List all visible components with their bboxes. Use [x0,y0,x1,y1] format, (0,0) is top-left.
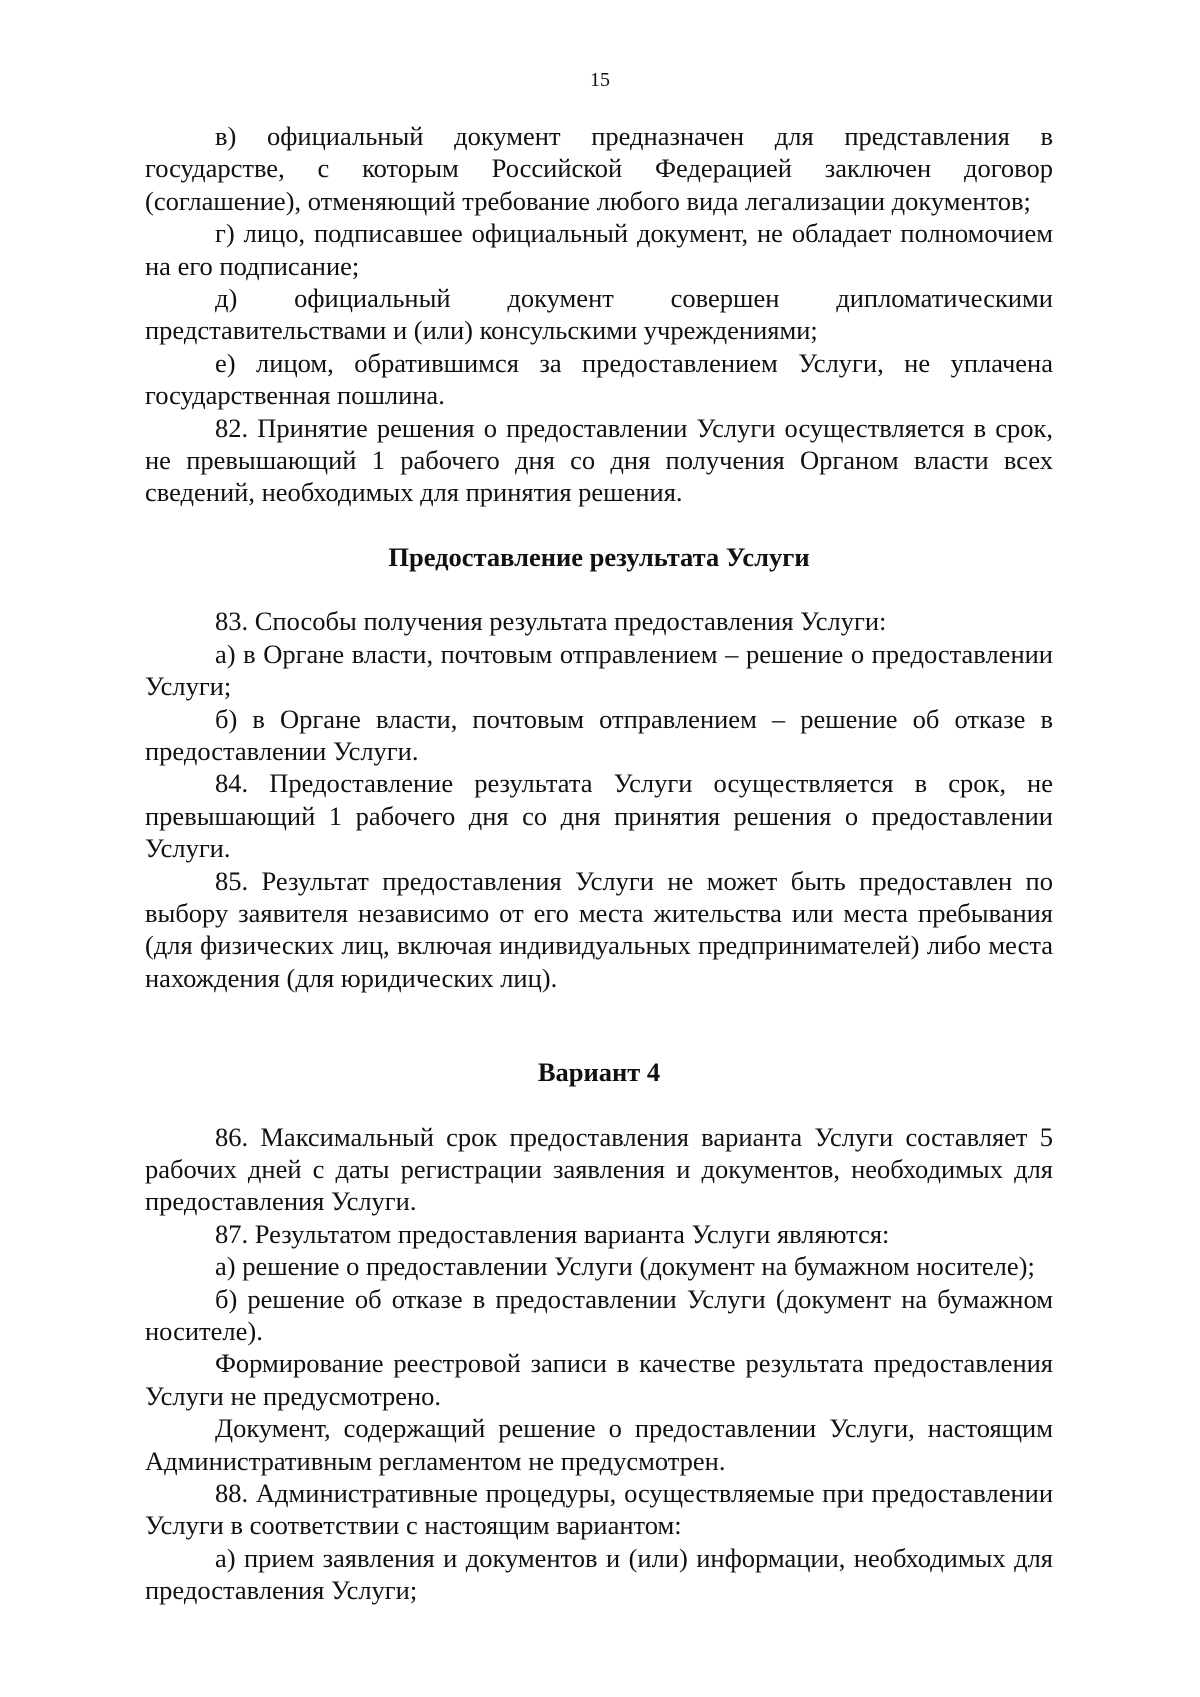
paragraph-84: 84. Предоставление результата Услуги осуществляется в срок, не превышающий 1 рабочего дня со дня принятия решения о предоставлении Услуги. [145,768,1053,864]
paragraph-87: 87. Результатом предоставления варианта Услуги являются: [215,1218,890,1249]
paragraph-83: 83. Способы получения результата предоставления Услуги: [215,606,887,637]
paragraph-87-b: б) решение об отказе в предоставлении Услуги (документ на бумажном носителе). [145,1283,1053,1346]
paragraph-g: г) лицо, подписавшее официальный документ, не обладает полномочием на его подписание; [145,218,1053,281]
paragraph-83-a: а) в Органе власти, почтовым отправлением – решение о предоставлении Услуги; [145,638,1053,702]
paragraph-document-note: Документ, содержащий решение о предоставлении Услуги, настоящим Административным регламентом не предусмотрен. [145,1413,1053,1476]
paragraph-85: 85. Результат предоставления Услуги не может быть предоставлен по выбору заявителя независимо от его места жительства или места пребывания (для физических лиц, включая индивидуальных предпринимателей) либо места нахождения (для юридических лиц). [145,865,1053,993]
paragraph-87-a: а) решение о предоставлении Услуги (документ на бумажном носителе); [215,1251,1035,1282]
paragraph-83-b: б) в Органе власти, почтовым отправлением – решение об отказе в предоставлении Услуги. [145,703,1053,766]
paragraph-82: 82. Принятие решения о предоставлении Услуги осуществляется в срок, не превышающий 1 рабочего дня со дня получения Органом власти всех сведений, необходимых для принятия решения. [145,412,1053,508]
paragraph-88: 88. Административные процедуры, осуществляемые при предоставлении Услуги в соответствии с настоящим вариантом: [145,1478,1053,1541]
paragraph-d: д) официальный документ совершен дипломатическими представительствами и (или) консульскими учреждениями; [145,283,1053,346]
paragraph-registry-note: Формирование реестровой записи в качестве результата предоставления Услуги не предусмотрено. [145,1348,1053,1411]
paragraph-e: е) лицом, обратившимся за предоставлением Услуги, не уплачена государственная пошлина. [145,347,1053,411]
document-body [145,120,1053,1607]
section-heading-variant-4: Вариант 4 [537,1057,661,1088]
page-number: 15 [590,69,610,91]
section-heading-result: Предоставление результата Услуги [388,541,810,572]
paragraph-86: 86. Максимальный срок предоставления варианта Услуги составляет 5 рабочих дней с даты регистрации заявления и документов, необходимых для предоставления Услуги. [145,1121,1053,1217]
paragraph-88-a: а) прием заявления и документов и (или) информации, необходимых для предоставления Услуги; [145,1542,1053,1606]
paragraph-v: в) официальный документ предназначен для представления в государстве, с которым Российской Федерацией заключен договор (соглашение), отменяющий требование любого вида легализации документов; [145,121,1053,216]
